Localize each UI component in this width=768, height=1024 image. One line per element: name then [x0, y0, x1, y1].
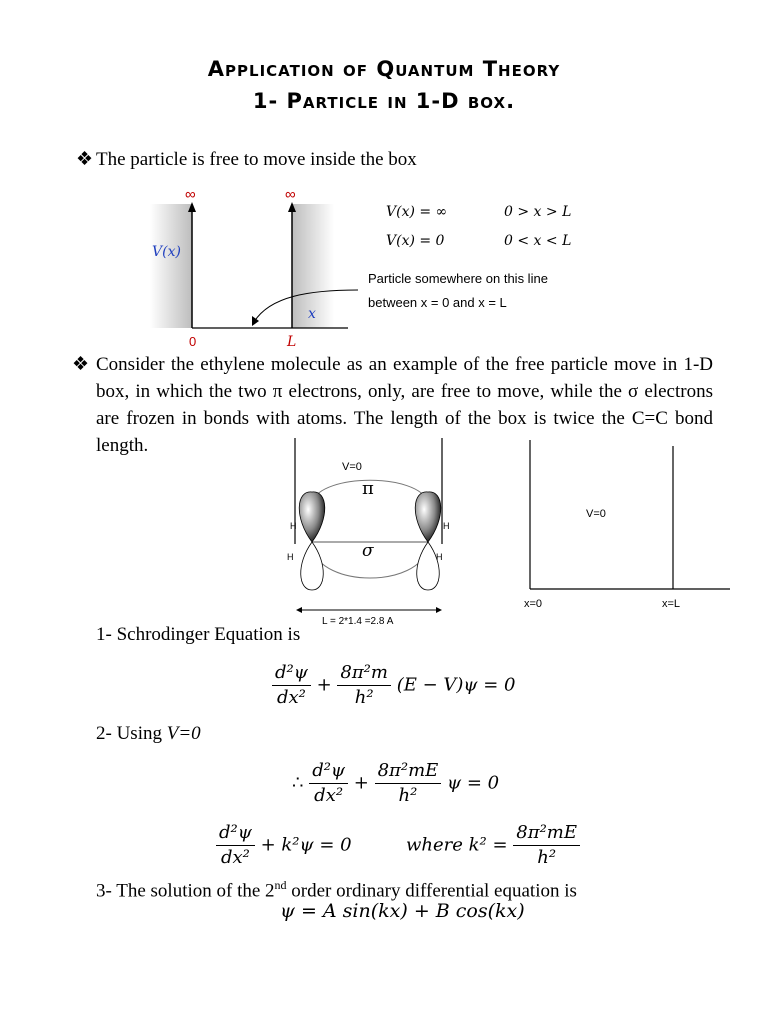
equation-1: $\frac{\text{d²ψ}}{\text{dx²}}$ + $\frac{\text{8π²m}}{\text{h²}}$ (E − V)ψ = 0: [272, 662, 516, 709]
step-2-var: V=0: [166, 723, 201, 744]
eq3-frac-2: $\frac{\text{8π²mE}}{\text{h²}}$: [513, 822, 580, 869]
diamond-bullet-icon: ❖: [72, 354, 90, 375]
length-arrow-left: [296, 607, 302, 613]
note-line-1: Particle somewhere on this line: [368, 271, 548, 286]
eq3-frac-1: $\frac{\text{d²ψ}}{\text{dx²}}$: [216, 822, 255, 869]
box3-xL-label: x=L: [662, 598, 681, 610]
equation-4: ψ = A sin(kx) + B cos(kx): [280, 900, 525, 922]
eq1-frac-2: $\frac{\text{8π²m}}{\text{h²}}$: [337, 662, 391, 709]
length-label: L = 2*1.4 =2.8 A: [322, 616, 394, 627]
equation-3-where: [406, 822, 580, 869]
eq3-mid: + k²ψ = 0: [260, 834, 352, 856]
step-2: [96, 722, 201, 746]
eq1-frac-1: $\frac{\text{d²ψ}}{\text{dx²}}$: [272, 662, 311, 709]
condition-2-rhs: 0 < x < L: [504, 233, 572, 249]
pointer-arrowhead: [252, 316, 259, 326]
left-lower-lobe: [301, 542, 324, 590]
sigma-label: σ: [362, 541, 374, 561]
eq2-frac-2: $\frac{\text{8π²mE}}{\text{h²}}$: [375, 760, 442, 807]
bullet-1-text: The particle is free to move inside the box: [96, 149, 417, 170]
box3-v0-label: V=0: [586, 508, 606, 520]
eq3-where: where k² =: [406, 834, 508, 856]
box3-x0-label: x=0: [524, 598, 543, 610]
h-label-ur: H: [443, 521, 450, 531]
step-1: 1- Schrodinger Equation is: [96, 624, 301, 645]
step-3-text-b: order ordinary differential equation is: [286, 880, 577, 902]
condition-2-lhs: V(x) = 0: [386, 233, 445, 249]
right-lower-lobe: [417, 542, 440, 590]
document-subtitle: 1- Particle in 1-D box.: [252, 89, 516, 113]
left-upper-lobe: [299, 492, 325, 542]
eq1-rest: (E − V)ψ = 0: [396, 674, 516, 696]
zero-label: 0: [189, 334, 197, 349]
left-wall-shade: [150, 204, 192, 328]
infinity-left: ∞: [185, 186, 196, 203]
diamond-bullet-icon: ❖: [76, 149, 94, 170]
h-label-ul: H: [290, 521, 297, 531]
note-line-2: between x = 0 and x = L: [368, 295, 507, 310]
condition-1-rhs: 0 > x > L: [504, 204, 572, 220]
step-2-text: 2- Using: [96, 723, 167, 744]
h-label-ll: H: [287, 552, 294, 562]
length-arrow-right: [436, 607, 442, 613]
step-3: [96, 873, 577, 903]
equation-3: [216, 822, 352, 869]
x-axis-label: x: [308, 306, 316, 322]
eq2-rest: ψ = 0: [447, 772, 500, 794]
ethylene-molecule-figure: [282, 438, 458, 630]
eq2-frac-1: $\frac{\text{d²ψ}}{\text{dx²}}$: [309, 760, 348, 807]
step-3-sup: nd: [274, 878, 287, 892]
equation-2: ∴ $\frac{\text{d²ψ}}{\text{dx²}}$ + $\frac{\text{8π²mE}}{\text{h²}}$ ψ = 0: [292, 760, 500, 806]
box-potential-figure: [520, 438, 730, 614]
condition-1-lhs: V(x) = ∞: [386, 204, 448, 220]
L-label: L: [287, 334, 297, 350]
potential-well-figure: [140, 184, 590, 354]
h-label-lr: H: [436, 552, 443, 562]
bullet-2-text: Consider the ethylene molecule as an example of the free particle move in 1-D box, in which the two π electrons, only, are free to move, while the σ electrons are frozen in bonds with atoms. The length of the box is twice the C=C bond length.: [96, 354, 713, 456]
document-title: Application of Quantum Theory: [207, 57, 561, 81]
pi-label: π: [362, 478, 374, 499]
therefore-symbol: ∴: [292, 772, 304, 794]
v-equals-zero-label: V=0: [342, 461, 362, 473]
step-3-text-a: 3- The solution of the 2: [96, 880, 275, 902]
v-of-x-label: V(x): [152, 244, 181, 260]
right-upper-lobe: [415, 492, 441, 542]
infinity-right: ∞: [285, 186, 296, 203]
